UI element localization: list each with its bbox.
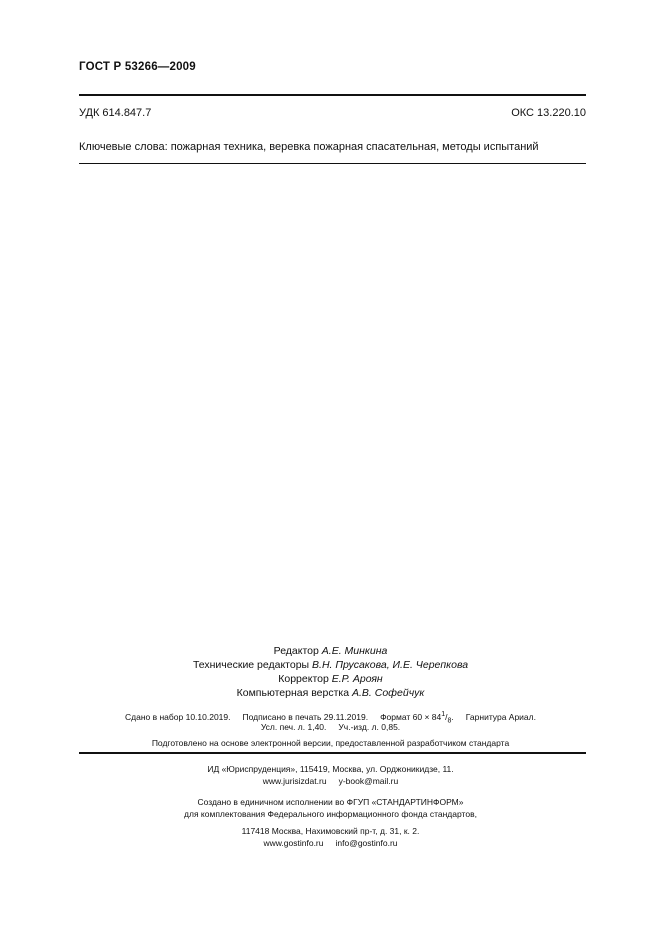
publisher-email[interactable]: y-book@mail.ru xyxy=(338,776,399,786)
gostinfo-site[interactable]: www.gostinfo.ru xyxy=(263,838,324,848)
standartinform-address: 117418 Москва, Нахимовский пр-т, д. 31, к. 2. xyxy=(241,826,420,836)
tech-editors-label: Технические редакторы xyxy=(192,659,313,671)
created-line-2: для комплектования Федерального информационного фонда стандартов, xyxy=(184,809,477,819)
publisher-site[interactable]: www.jurisizdat.ru xyxy=(262,776,327,786)
udk-code: УДК 614.847.7 xyxy=(79,107,152,119)
layout-credit xyxy=(0,686,661,700)
tech-editors-credit xyxy=(0,658,661,672)
standartinform-contacts xyxy=(0,837,661,849)
tech-editors-names: В.Н. Прусакова, И.Е. Черепкова xyxy=(312,659,469,671)
oks-code: ОКС 13.220.10 xyxy=(511,107,586,119)
publication-sheets: Уч.-изд. л. 0,85. xyxy=(338,722,401,732)
layout-label: Компьютерная верстка xyxy=(236,687,352,699)
signed-date: Подписано в печать 29.11.2019. xyxy=(242,711,369,722)
layout-name: А.В. Софейчук xyxy=(351,687,425,699)
imprint-divider xyxy=(79,752,586,754)
sheets-details xyxy=(0,721,661,733)
typeface: Гарнитура Ариал. xyxy=(465,711,536,722)
print-sheets: Усл. печ. л. 1,40. xyxy=(260,722,327,732)
credits-block xyxy=(0,644,661,700)
corrector-label: Корректор xyxy=(278,673,332,685)
editor-label: Редактор xyxy=(273,645,322,657)
corrector-name: Е.Р. Ароян xyxy=(331,673,383,685)
corrector-credit xyxy=(0,672,661,686)
gostinfo-email[interactable]: info@gostinfo.ru xyxy=(335,838,398,848)
created-line-1: Создано в единичном исполнении во ФГУП «СТАНДАРТИНФОРМ» xyxy=(197,797,464,807)
keywords-line: Ключевые слова: пожарная техника, веревка пожарная спасательная, методы испытаний xyxy=(79,141,539,153)
top-divider xyxy=(79,94,586,96)
paper-format: Формат $60 \times 84^1/_8$. xyxy=(380,711,454,725)
editor-name: А.Е. Минкина xyxy=(321,645,388,657)
standard-code: ГОСТ Р 53266—2009 xyxy=(79,61,196,73)
publisher-contacts xyxy=(0,775,661,787)
imprint-block xyxy=(0,763,661,849)
prepared-note: Подготовлено на основе электронной версии, предоставленной разработчиком стандарта xyxy=(151,738,510,748)
publisher-info: ИД «Юриспруденция», 115419, Москва, ул. Орджоникидзе, 11. xyxy=(207,764,454,774)
submitted-date: Сдано в набор 10.10.2019. xyxy=(125,711,231,722)
keywords-divider xyxy=(79,163,586,164)
editor-credit xyxy=(0,644,661,658)
